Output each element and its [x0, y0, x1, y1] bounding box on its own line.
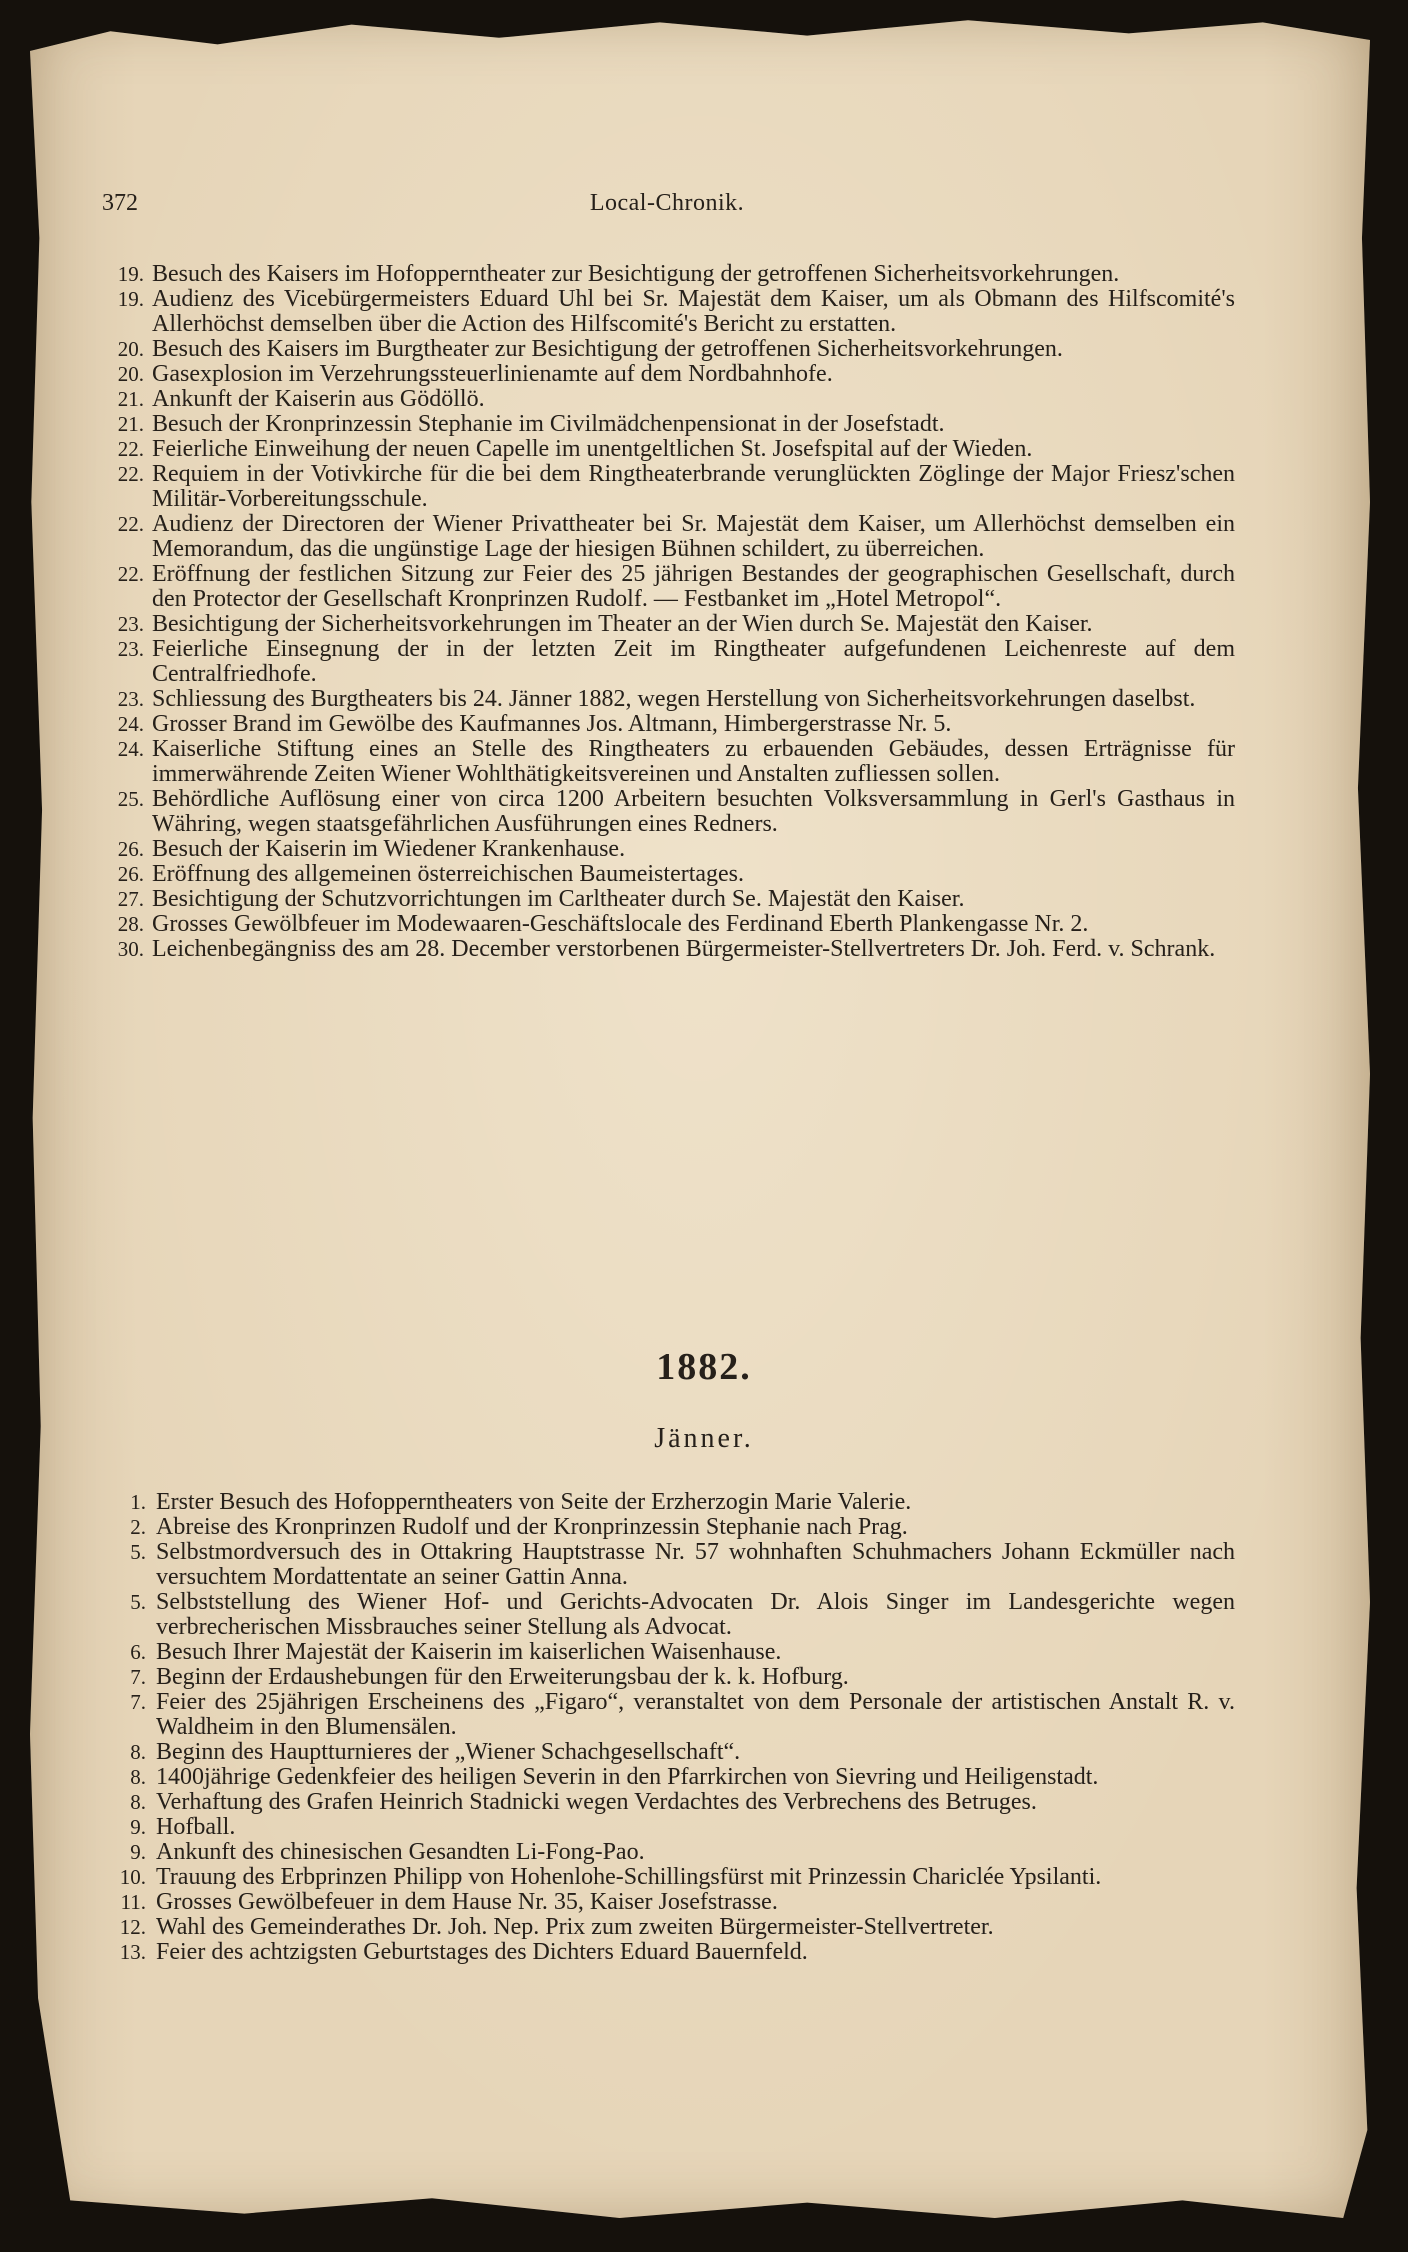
- entry-day: 9.: [130, 1815, 146, 1839]
- entry-text: Erster Besuch des Hofopperntheaters von Seite der Erzherzogin Marie Valerie.: [156, 1489, 912, 1515]
- entry-text: Feierliche Einsegnung der in der letzten Zeit im Ringtheater aufgefundenen Leichenreste auf dem Centralfriedhofe.: [152, 636, 1235, 687]
- chronicle-entry: [100, 1690, 1235, 1740]
- chronicle-entry: [100, 687, 1235, 712]
- chronicle-entry: [100, 912, 1235, 937]
- chronicle-entry: [100, 787, 1235, 837]
- entry-day: 22.: [117, 437, 144, 461]
- entry-day: 28.: [117, 912, 144, 936]
- chronicle-entry: [100, 287, 1235, 337]
- page-number: 372: [102, 190, 138, 216]
- entry-text: Selbstmordversuch des in Ottakring Hauptstrasse Nr. 57 wohnhaften Schuhmachers Johann Eckmüller nach versuchtem Mordattentate an seiner Gattin Anna.: [156, 1539, 1235, 1590]
- entry-day: 23.: [117, 612, 144, 636]
- entry-text: Trauung des Erbprinzen Philipp von Hohenlohe-Schillingsfürst mit Prinzessin Chariclée Ypsilanti.: [156, 1864, 1102, 1890]
- chronicle-entry: [100, 1840, 1235, 1865]
- entry-day: 20.: [117, 337, 144, 361]
- entry-day: 21.: [117, 412, 144, 436]
- entry-text: Audienz der Directoren der Wiener Privattheater bei Sr. Majestät dem Kaiser, um Allerhöchst demselben ein Memorandum, das die ungünstige Lage der hiesigen Bühnen schildert, zu überreichen.: [152, 511, 1235, 562]
- entry-text: Besuch des Kaisers im Hofopperntheater zur Besichtigung der getroffenen Sicherheitsvorkehrungen.: [152, 261, 1120, 287]
- entry-day: 30.: [117, 937, 144, 961]
- chronicle-entry: [100, 1590, 1235, 1640]
- page-header: [102, 190, 1232, 224]
- chronicle-entry: [100, 562, 1235, 612]
- entry-day: 20.: [117, 362, 144, 386]
- entry-text: Ankunft der Kaiserin aus Gödöllö.: [152, 386, 485, 412]
- entry-text: Schliessung des Burgtheaters bis 24. Jänner 1882, wegen Herstellung von Sicherheitsvorkehrungen daselbst.: [152, 686, 1196, 712]
- chronicle-entry: [100, 712, 1235, 737]
- entry-day: 7.: [130, 1690, 146, 1714]
- entry-day: 1.: [130, 1490, 146, 1514]
- entry-day: 21.: [117, 387, 144, 411]
- chronicle-entry: [100, 362, 1235, 387]
- entry-day: 19.: [117, 287, 144, 311]
- chronicle-entry: [100, 837, 1235, 862]
- chronicle-entry: [100, 412, 1235, 437]
- chronicle-entry: [100, 262, 1235, 287]
- chronicle-entry: [100, 1765, 1235, 1790]
- entry-day: 7.: [130, 1665, 146, 1689]
- chronicle-entry: [100, 1890, 1235, 1915]
- entry-text: Grosses Gewölbefeuer in dem Hause Nr. 35, Kaiser Josefstrasse.: [156, 1889, 778, 1915]
- entry-day: 8.: [130, 1740, 146, 1764]
- entry-day: 27.: [117, 887, 144, 911]
- entry-day: 19.: [117, 262, 144, 286]
- entry-day: 8.: [130, 1765, 146, 1789]
- chronicle-entry: [100, 1515, 1235, 1540]
- chronicle-entry: [100, 887, 1235, 912]
- chronicle-entry: [100, 512, 1235, 562]
- chronicle-entry: [100, 612, 1235, 637]
- entry-day: 24.: [117, 712, 144, 736]
- entry-text: Besichtigung der Sicherheitsvorkehrungen im Theater an der Wien durch Se. Majestät den Kaiser.: [152, 611, 1093, 637]
- running-head: Local-Chronik.: [589, 190, 745, 216]
- entry-text: Grosses Gewölbfeuer im Modewaaren-Geschäftslocale des Ferdinand Eberth Plankengasse Nr. 2.: [152, 911, 1089, 937]
- entry-text: Eröffnung des allgemeinen österreichischen Baumeistertages.: [152, 861, 745, 887]
- entry-day: 22.: [117, 562, 144, 586]
- chronicle-entry: [100, 1915, 1235, 1940]
- entry-day: 24.: [117, 737, 144, 761]
- entry-text: Gasexplosion im Verzehrungssteuerlinienamte auf dem Nordbahnhofe.: [152, 361, 833, 387]
- entry-day: 8.: [130, 1790, 146, 1814]
- entry-text: Beginn des Hauptturnieres der „Wiener Schachgesellschaft“.: [156, 1739, 741, 1765]
- year-heading: 1882.: [656, 1346, 752, 1388]
- entry-text: Besichtigung der Schutzvorrichtungen im Carltheater durch Se. Majestät den Kaiser.: [152, 886, 965, 912]
- entry-day: 10.: [119, 1865, 146, 1889]
- entry-text: Feier des 25jährigen Erscheinens des „Figaro“, veranstaltet von dem Personale der artistischen Anstalt R. v. Waldheim in den Blumensälen.: [156, 1689, 1235, 1740]
- chronicle-entry: [100, 1640, 1235, 1665]
- entry-day: 13.: [119, 1940, 146, 1964]
- entry-day: 5.: [130, 1540, 146, 1564]
- entry-day: 26.: [117, 837, 144, 861]
- entry-text: Grosser Brand im Gewölbe des Kaufmannes Jos. Altmann, Himbergerstrasse Nr. 5.: [152, 711, 952, 737]
- chronicle-entry: [100, 637, 1235, 687]
- chronicle-entry: [100, 437, 1235, 462]
- entry-text: Besuch der Kaiserin im Wiedener Krankenhause.: [152, 836, 626, 862]
- chronicle-entry: [100, 1790, 1235, 1815]
- entry-text: Audienz des Vicebürgermeisters Eduard Uhl bei Sr. Majestät dem Kaiser, um als Obmann des Hilfscomité's Allerhöchst demselben über die Action des Hilfscomité's Bericht zu erstatten.: [152, 286, 1235, 337]
- entry-text: Besuch der Kronprinzessin Stephanie im Civilmädchenpensionat in der Josefstadt.: [152, 411, 945, 437]
- entry-text: Hofball.: [156, 1814, 236, 1840]
- entry-day: 2.: [130, 1515, 146, 1539]
- month-heading: Jänner.: [654, 1423, 754, 1454]
- entry-text: Feierliche Einweihung der neuen Capelle im unentgeltlichen St. Josefspital auf der Wieden.: [152, 436, 1033, 462]
- chronicle-entry: [100, 862, 1235, 887]
- entry-text: Selbststellung des Wiener Hof- und Gerichts-Advocaten Dr. Alois Singer im Landesgerichte wegen verbrecherischen Missbrauches seiner Stellung als Advocat.: [156, 1589, 1235, 1640]
- entry-text: Besuch des Kaisers im Burgtheater zur Besichtigung der getroffenen Sicherheitsvorkehrungen.: [152, 336, 1063, 362]
- upper-entries-list: [100, 262, 1235, 962]
- chronicle-entry: [100, 1940, 1235, 1965]
- chronicle-entry: [100, 1540, 1235, 1590]
- entry-text: Ankunft des chinesischen Gesandten Li-Fong-Pao.: [156, 1839, 645, 1865]
- chronicle-entry: [100, 387, 1235, 412]
- chronicle-entry: [100, 937, 1235, 962]
- entry-day: 25.: [117, 787, 144, 811]
- entry-text: Requiem in der Votivkirche für die bei dem Ringtheaterbrande verunglückten Zöglinge der Major Friesz'schen Militär-Vorbereitungsschule.: [152, 461, 1235, 512]
- entry-text: Besuch Ihrer Majestät der Kaiserin im kaiserlichen Waisenhause.: [156, 1639, 782, 1665]
- entry-day: 23.: [117, 637, 144, 661]
- chronicle-entry: [100, 462, 1235, 512]
- entry-day: 11.: [120, 1890, 146, 1914]
- chronicle-entry: [100, 337, 1235, 362]
- entry-day: 22.: [117, 462, 144, 486]
- entry-text: Eröffnung der festlichen Sitzung zur Feier des 25 jährigen Bestandes der geographischen Gesellschaft, durch den Protector der Gesellschaft Kronprinzen Rudolf. — Festbanket im „Hotel Metropol“.: [152, 561, 1235, 612]
- entry-day: 6.: [130, 1640, 146, 1664]
- entry-day: 5.: [130, 1590, 146, 1614]
- entry-day: 23.: [117, 687, 144, 711]
- chronicle-entry: [100, 1740, 1235, 1765]
- chronicle-entry: [100, 737, 1235, 787]
- entry-day: 12.: [119, 1915, 146, 1939]
- entry-text: Behördliche Auflösung einer von circa 1200 Arbeitern besuchten Volksversammlung in Gerl's Gasthaus in Währing, wegen staatsgefährlichen Ausführungen eines Redners.: [152, 786, 1235, 837]
- entry-text: Leichenbegängniss des am 28. December verstorbenen Bürgermeister-Stellvertreters Dr. Joh. Ferd. v. Schrank.: [152, 936, 1216, 962]
- chronicle-entry: [100, 1865, 1235, 1890]
- entry-text: Beginn der Erdaushebungen für den Erweiterungsbau der k. k. Hofburg.: [156, 1664, 849, 1690]
- entry-text: 1400jährige Gedenkfeier des heiligen Severin in den Pfarrkirchen von Sievring und Heiligenstadt.: [156, 1764, 1099, 1790]
- entry-day: 22.: [117, 512, 144, 536]
- entry-text: Verhaftung des Grafen Heinrich Stadnicki wegen Verdachtes des Verbrechens des Betruges.: [156, 1789, 1037, 1815]
- lower-entries-list: [100, 1490, 1235, 1965]
- entry-day: 26.: [117, 862, 144, 886]
- chronicle-entry: [100, 1490, 1235, 1515]
- entry-text: Abreise des Kronprinzen Rudolf und der Kronprinzessin Stephanie nach Prag.: [156, 1514, 908, 1540]
- entry-text: Wahl des Gemeinderathes Dr. Joh. Nep. Prix zum zweiten Bürgermeister-Stellvertreter.: [156, 1914, 994, 1940]
- entry-day: 9.: [130, 1840, 146, 1864]
- entry-text: Feier des achtzigsten Geburtstages des Dichters Eduard Bauernfeld.: [156, 1939, 808, 1965]
- chronicle-entry: [100, 1815, 1235, 1840]
- chronicle-entry: [100, 1665, 1235, 1690]
- entry-text: Kaiserliche Stiftung eines an Stelle des Ringtheaters zu erbauenden Gebäudes, dessen Erträgnisse für immerwährende Zeiten Wiener Wohlthätigkeitsvereinen und Anstalten zufliessen sollen.: [152, 736, 1235, 787]
